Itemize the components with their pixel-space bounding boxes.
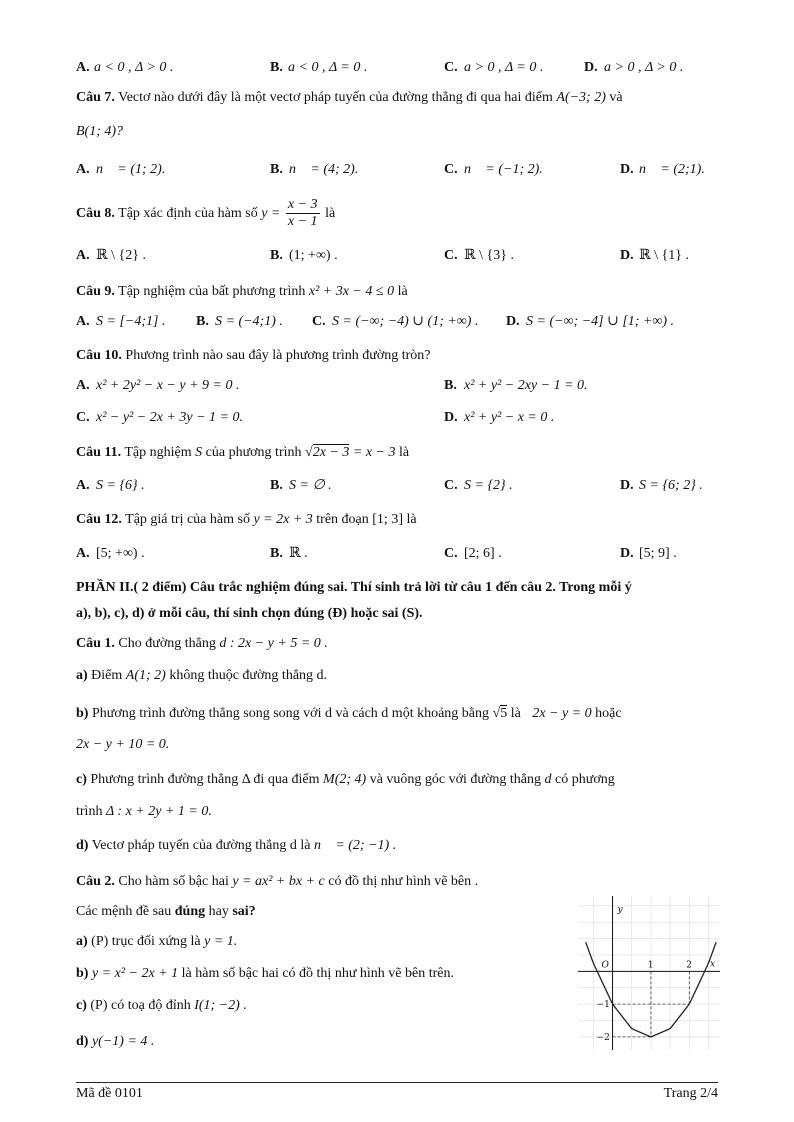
q11-opt-d: S = {6; 2} .	[639, 478, 703, 493]
p2q1-b-or: hoặc	[595, 706, 622, 721]
p2q1-c-text1: Phương trình đường thẳng Δ đi qua điểm	[90, 772, 320, 787]
p2q1-b-eq1: 2x − y = 0	[532, 706, 592, 721]
p2q2-a-label: a)	[76, 934, 88, 949]
y-tick-label-minus-1: −1	[596, 1000, 610, 1011]
q7-text: Vectơ nào dưới đây là một vectơ pháp tuyến của đường thẳng đi qua hai điểm	[118, 90, 553, 105]
q7-opt-b-label: B.	[270, 162, 283, 177]
q8-numerator: x − 3	[287, 197, 318, 213]
q6-opt-c: a > 0 , Δ = 0 .	[464, 60, 544, 75]
plot-layer	[578, 896, 720, 1050]
q11-s: S	[195, 445, 203, 460]
p2q1-b	[76, 704, 622, 724]
p2q1-c-cont	[76, 802, 212, 822]
footer-page-number: Trang 2/4	[663, 1086, 718, 1101]
q9-tail: là	[397, 284, 408, 299]
p2q1-c-point: M(2; 4)	[323, 772, 367, 787]
q11-radicand: 2x − 3	[312, 445, 350, 460]
y-axis-label: y	[617, 905, 623, 915]
q10-opt-a-label: A.	[76, 378, 90, 393]
q8-opt-a-label: A.	[76, 248, 90, 263]
q9-opt-c: S = (−∞; −4) ∪ (1; +∞) .	[332, 314, 479, 329]
q6-opt-b-label: B.	[270, 60, 283, 75]
p2q1-c-text4: trình	[76, 804, 103, 819]
q12-opt-c: [2; 6] .	[464, 546, 502, 561]
p2q2-b-eq: y = x² − 2x + 1	[91, 966, 179, 981]
q6-opt-a-label: A.	[76, 60, 90, 75]
q6-opt-d: a > 0 , Δ > 0 .	[604, 60, 684, 75]
p2q2-b-text: là hàm số bậc hai có đồ thị như hình vẽ bên trên.	[181, 966, 454, 981]
q10-label: Câu 10.	[76, 348, 122, 363]
q7-opt-b: n⃗ = (4; 2).	[289, 162, 359, 177]
q8-opt-d-label: D.	[620, 248, 634, 263]
q7-and: và	[609, 90, 623, 105]
p2q1-text: Cho đường thẳng	[118, 636, 216, 651]
q7-opt-d-label: D.	[620, 162, 634, 177]
q12-tail: là	[406, 512, 417, 527]
q11-text: Tập nghiệm	[124, 445, 192, 460]
q7-point-b: B(1; 4)?	[76, 124, 124, 139]
q7-opt-a: n⃗ = (1; 2).	[96, 162, 166, 177]
q11-rhs: = x − 3	[352, 445, 396, 460]
q12-opt-b: ℝ .	[289, 546, 308, 561]
p2q1-c	[76, 770, 615, 790]
q7-opt-a-label: A.	[76, 162, 90, 177]
y-tick-label-minus-2: −2	[596, 1032, 610, 1043]
p2q1-b-text: Phương trình đường thẳng song song với d và cách d một khoảng bằng	[91, 706, 490, 721]
p2q1-a-text1: Điểm	[91, 668, 123, 683]
p2q2-c	[76, 996, 247, 1016]
q10-stem	[76, 346, 431, 366]
p2q2-label: Câu 2.	[76, 874, 115, 889]
q12-opt-d: [5; 9] .	[639, 546, 677, 561]
q7-opt-c-label: C.	[444, 162, 458, 177]
footer-exam-code: Mã đề 0101	[76, 1086, 143, 1101]
footer-rule	[76, 1082, 718, 1083]
p2q2-b	[76, 964, 454, 984]
q10-opt-c: x² − y² − 2x + 3y − 1 = 0.	[96, 410, 243, 425]
q7-point-a: A(−3; 2)	[556, 90, 606, 105]
q10-opt-a: x² + 2y² − x − y + 9 = 0 .	[96, 378, 240, 393]
q11-tail: là	[398, 445, 410, 460]
origin-label: O	[601, 960, 609, 971]
q9-opt-d: S = (−∞; −4] ∪ [1; +∞) .	[526, 314, 675, 329]
p2q2-prompt-true: đúng	[174, 904, 206, 919]
q8-fraction	[286, 197, 320, 230]
part2-heading-line2: a), b), c), d) ở mỗi câu, thí sinh chọn đúng (Đ) hoặc sai (S).	[76, 606, 423, 621]
q12-opt-a-label: A.	[76, 546, 90, 561]
q7-stem	[76, 88, 623, 108]
q11-opt-c-label: C.	[444, 478, 458, 493]
q9-label: Câu 9.	[76, 284, 115, 299]
q9-opt-b: S = (−4;1) .	[215, 314, 283, 329]
q11-opt-b: S = ∅ .	[289, 478, 332, 493]
p2q1-a-label: a)	[76, 668, 88, 683]
q9-opt-a-label: A.	[76, 314, 90, 329]
p2q1-line-eq: d : 2x − y + 5 = 0 .	[219, 636, 328, 651]
q8-opt-b-label: B.	[270, 248, 283, 263]
q8-opt-c: ℝ \ {3} .	[464, 248, 514, 263]
x-axis-label: x	[710, 959, 716, 970]
p2q2-a-eq: y = 1.	[204, 934, 238, 949]
q11-text2: của phương trình	[205, 445, 302, 460]
p2q2-c-label: c)	[76, 998, 87, 1013]
q6-opt-c-label: C.	[444, 60, 458, 75]
part2-heading-line1: PHẦN II.( 2 điểm) Câu trắc nghiệm đúng sai. Thí sinh trả lời từ câu 1 đến câu 2. Trong mỗi ý	[76, 580, 632, 595]
p2q2-c-text: (P) có toạ độ đỉnh	[90, 998, 191, 1013]
q6-opt-a: a < 0 , Δ > 0 .	[94, 60, 174, 75]
p2q2-b-label: b)	[76, 966, 89, 981]
p2q1-label: Câu 1.	[76, 636, 115, 651]
p2q2-d	[76, 1032, 154, 1052]
x-tick-label-2: 2	[686, 960, 693, 971]
p2q1-b-la: là	[510, 706, 521, 721]
q9-text: Tập nghiệm của bất phương trình	[118, 284, 306, 299]
q8-opt-a: ℝ \ {2} .	[96, 248, 146, 263]
q8-opt-b: (1; +∞) .	[289, 248, 338, 263]
p2q1-c-label: c)	[76, 772, 87, 787]
p2q1-stem	[76, 634, 328, 654]
q12-opt-b-label: B.	[270, 546, 283, 561]
p2q1-a-text2: không thuộc đường thẳng d.	[169, 668, 328, 683]
q10-opt-b: x² + y² − 2xy − 1 = 0.	[464, 378, 588, 393]
q9-opt-a: S = [−4;1] .	[96, 314, 166, 329]
p2q1-c-d: d	[544, 772, 552, 787]
p2q2-prompt	[76, 902, 256, 922]
p2q1-c-text2: và vuông góc với đường thẳng	[369, 772, 542, 787]
q7-label: Câu 7.	[76, 90, 115, 105]
q8-y: y =	[261, 206, 281, 221]
p2q1-b-sqrt: √5	[492, 706, 508, 721]
q12-text: Tập giá trị của hàm số	[125, 512, 250, 527]
p2q2-a-text: (P) trục đối xứng là	[91, 934, 201, 949]
p2q2-text: Cho hàm số bậc hai	[118, 874, 229, 889]
q9-opt-b-label: B.	[196, 314, 209, 329]
p2q2-text2: có đồ thị như hình vẽ bên .	[328, 874, 479, 889]
p2q2-prompt-a: Các mệnh đề sau	[76, 904, 172, 919]
p2q2-prompt-or: hay	[208, 904, 229, 919]
p2q2-d-label: d)	[76, 1034, 89, 1049]
q8-label: Câu 8.	[76, 206, 115, 221]
q7-opt-c: n⃗ = (−1; 2).	[464, 162, 543, 177]
p2q2-stem	[76, 872, 478, 892]
q12-stem	[76, 510, 417, 530]
p2q1-a	[76, 666, 327, 686]
p2q1-d	[76, 836, 396, 856]
p2q2-prompt-false: sai?	[232, 904, 256, 919]
q11-opt-d-label: D.	[620, 478, 634, 493]
p2q2-c-point: I(1; −2) .	[194, 998, 247, 1013]
q9-opt-d-label: D.	[506, 314, 520, 329]
q11-opt-b-label: B.	[270, 478, 283, 493]
q6-opt-b: a < 0 , Δ = 0 .	[288, 60, 368, 75]
q12-segment: [1; 3]	[372, 512, 403, 527]
q10-opt-d: x² + y² − x = 0 .	[464, 410, 555, 425]
q8-opt-c-label: C.	[444, 248, 458, 263]
parabola-graph	[578, 896, 720, 1050]
q8-text: Tập xác định của hàm số	[118, 206, 258, 221]
q10-text: Phương trình nào sau đây là phương trình đường tròn?	[125, 348, 431, 363]
q11-radical: √2x − 3	[305, 445, 350, 460]
q11-opt-c: S = {2} .	[464, 478, 513, 493]
q11-stem	[76, 443, 409, 463]
q12-opt-c-label: C.	[444, 546, 458, 561]
q9-stem	[76, 282, 408, 302]
q6-opt-d-label: D.	[584, 60, 598, 75]
q9-opt-c-label: C.	[312, 314, 326, 329]
q8-opt-d: ℝ \ {1} .	[639, 248, 689, 263]
q12-opt-d-label: D.	[620, 546, 634, 561]
q8-denominator: x − 1	[287, 214, 318, 230]
p2q2-a	[76, 932, 237, 952]
p2q1-c-eq: Δ : x + 2y + 1 = 0.	[105, 804, 212, 819]
p2q1-d-vector: n⃗ = (2; −1) .	[313, 838, 397, 853]
q10-opt-b-label: B.	[444, 378, 457, 393]
q12-function: y = 2x + 3	[253, 512, 313, 527]
p2q1-c-text3: có phương	[555, 772, 615, 787]
q12-text2: trên đoạn	[316, 512, 369, 527]
p2q1-a-point: A(1; 2)	[125, 668, 166, 683]
p2q2-function: y = ax² + bx + c	[232, 874, 325, 889]
q7-opt-d: n⃗ = (2;1).	[639, 162, 705, 177]
p2q1-d-label: d)	[76, 838, 89, 853]
q11-opt-a-label: A.	[76, 478, 90, 493]
x-tick-label-1: 1	[647, 960, 654, 971]
q8-tail: là	[325, 206, 336, 221]
q10-opt-c-label: C.	[76, 410, 90, 425]
q12-opt-a: [5; +∞) .	[96, 546, 145, 561]
q10-opt-d-label: D.	[444, 410, 458, 425]
q12-label: Câu 12.	[76, 512, 122, 527]
p2q1-d-text: Vectơ pháp tuyến của đường thẳng d là	[91, 838, 311, 853]
p2q1-b-eq2: 2x − y + 10 = 0.	[76, 737, 170, 752]
q11-label: Câu 11.	[76, 445, 122, 460]
p2q1-b-sqrt-value: 5	[500, 706, 508, 721]
p2q2-d-eq: y(−1) = 4 .	[91, 1034, 155, 1049]
q8-stem	[76, 196, 335, 232]
p2q1-b-label: b)	[76, 706, 89, 721]
q11-opt-a: S = {6} .	[96, 478, 145, 493]
q9-inequality: x² + 3x − 4 ≤ 0	[308, 284, 395, 299]
